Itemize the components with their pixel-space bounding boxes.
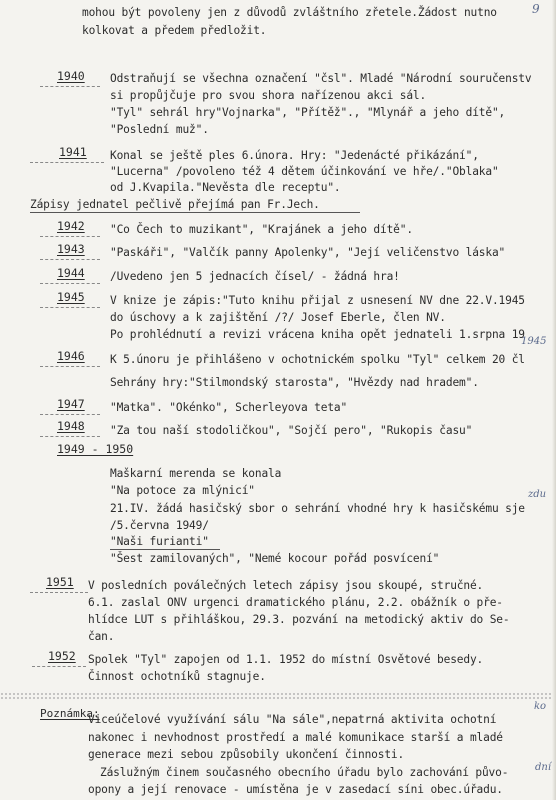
text-line-l34: nakonec i nevhodnost prostředí a malé komunikace starší a mladé (88, 731, 503, 744)
text-line-l12: "Paskáři", "Valčík panny Apolenky", "Její veličenstvo láska" (110, 246, 506, 259)
year-heading-y1945: 1945 (57, 290, 85, 304)
text-line-l20: "Za tou naší stodoličkou", "Sojčí pero", "Rukopis času" (110, 424, 473, 437)
text-line-l17: K 5.únoru je přihlášeno v ochotnickém spolku "Tyl" celkem 20 čl (110, 353, 525, 366)
text-line-l06: "Poslední muž". (110, 123, 209, 136)
year-heading-y1941: 1941 (59, 145, 87, 159)
text-line-l27: V posledních poválečných letech zápisy jsou skoupé, stručné. (88, 579, 484, 592)
handwritten-note-h4: dní (535, 762, 552, 773)
text-line-l15: do úschovy a k zajištění /?/ Josef Eberle, člen NV. (110, 311, 446, 324)
text-line-l36: Záslužným činem současného obecního úřadu bylo zachování půvo- (100, 766, 509, 779)
text-line-l30: čan. (88, 630, 115, 643)
text-line-l22: "Na potoce za mlýnicí" (110, 484, 255, 497)
text-line-l04: si propůjčuje pro svou shora nařízenou akci sál. (110, 89, 427, 102)
year-heading-y1944: 1944 (57, 266, 85, 280)
text-line-l08: "Lucerna" /povoleno též 4 dětem účinkování ve hře/."Oblaka" (110, 165, 499, 178)
text-line-l32: Činnost ochotníků stagnuje. (88, 670, 266, 683)
year-heading-y1949: 1949 - 1950 (57, 442, 134, 456)
text-line-l13: /Uvedeno jen 5 jednacích čísel/ - žádná hra! (110, 270, 400, 283)
text-line-l33: Viceúčelové využívání sálu "Na sále",nepatrná aktivita ochotní (88, 713, 497, 726)
text-line-l11: "Co Čech to muzikant", "Krajánek a jeho dítě". (110, 223, 413, 236)
text-line-l26: "Šest zamilovaných", "Nemé kocour pořád posvícení" (110, 552, 440, 565)
text-line-l29: hlídce LUT s přihláškou, 29.3. pozvání na metodický aktiv do Se- (88, 613, 510, 626)
text-line-l10: Zápisy jednatel pečlivě přejímá pan Fr.Jech. (30, 198, 320, 211)
text-line-l35: generace mezi sebou způsobily ukončení činnosti. (88, 748, 405, 761)
text-line-l02: kolkovat a předem předložit. (82, 24, 267, 37)
text-line-l01: mohou být povoleny jen z důvodů zvláštního zřetele.Žádost nutno (82, 6, 497, 19)
year-heading-y1943: 1943 (57, 242, 85, 256)
text-line-l23: 21.IV. žádá hasičský sbor o sehrání vhodné hry k hasičskému sje (110, 502, 525, 515)
text-line-l07: Konal se ještě ples 6.února. Hry: "Jedenácté přikázání", (110, 149, 479, 162)
note-label: Poznámka: (40, 707, 100, 720)
year-heading-y1947: 1947 (57, 397, 85, 411)
text-line-l05: "Tyl" sehrál hry"Vojnarka", "Přítěž"., "Mlynář a jeho dítě", (110, 106, 506, 119)
handwritten-note-h1: 1945 (521, 336, 547, 347)
text-line-l37: opony a její renovace - umístěna je v zasedací síni obec.úřadu. (88, 783, 503, 796)
text-line-l09: od J.Kvapila."Nevěsta dle receptu". (110, 181, 341, 194)
text-line-l16: Po prohlédnutí a revizi vrácena kniha opět jednateli 1.srpna 19 (110, 328, 525, 341)
text-line-l14: V knize je zápis:"Tuto knihu přijal z usnesení NV dne 22.V.1945 (110, 294, 525, 307)
handwritten-note-h2: zdu (528, 489, 547, 500)
handwritten-note-h3: ko (534, 701, 547, 712)
year-heading-y1946: 1946 (57, 349, 85, 363)
text-line-l21: Maškarní merenda se konala (110, 467, 282, 480)
page-number: 9 (532, 2, 540, 16)
year-heading-y1952: 1952 (48, 649, 76, 663)
text-line-l19: "Matka". "Okénko", Scherleyova teta" (110, 401, 348, 414)
text-line-l31: Spolek "Tyl" zapojen od 1.1. 1952 do místní Osvětové besedy. (88, 653, 484, 666)
text-line-l18: Sehrány hry:"Stilmondský starosta", "Hvězdy nad hradem". (110, 376, 479, 389)
year-heading-y1942: 1942 (57, 219, 85, 233)
year-heading-y1948: 1948 (57, 419, 85, 433)
text-line-l28: 6.1. zaslal ONV urgenci dramatického plánu, 2.2. obážník o pře- (88, 596, 503, 609)
text-line-l24: /5.června 1949/ (110, 519, 209, 532)
text-line-l25: "Naši furianti" (110, 535, 209, 548)
text-line-l03: Odstraňují se všechna označení "čsl". Mladé "Národní souručenstv (110, 72, 532, 85)
year-heading-y1951: 1951 (46, 575, 74, 589)
year-heading-y1940: 1940 (57, 69, 85, 83)
